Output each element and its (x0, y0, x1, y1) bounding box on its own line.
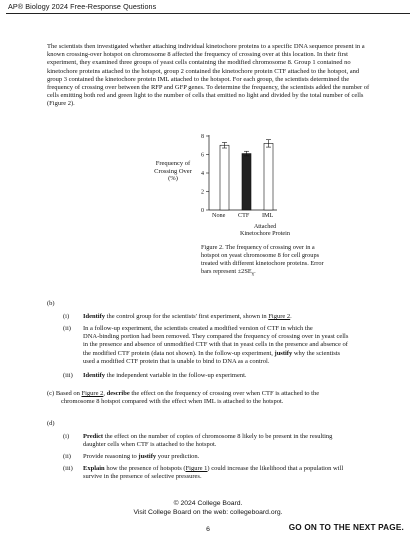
b-i-figure-link[interactable]: Figure 2 (268, 313, 291, 320)
x-tick-ctf: CTF (238, 212, 250, 219)
part-c (47, 390, 377, 406)
d-i-number: (i) (63, 433, 70, 440)
b-ii-line-4a: the modified CTF protein (data not shown). In the follow-up experiment, (83, 349, 275, 357)
x-label-line-2: Kinetochore Protein (239, 230, 290, 238)
d-iii-text-1: how the presence of hotspots ( (104, 465, 186, 472)
d-i-line-1: the effect on the number of copies of chromosome 8 likely to be present in the resulting (103, 433, 333, 440)
caption-end: . (254, 268, 256, 275)
d-iii-line-2: survive in the presence of selective pressures. (83, 473, 202, 481)
b-iii-text: the independent variable in the follow-up experiment. (105, 372, 247, 379)
part-b-label: (b) (47, 300, 55, 307)
y-label-line-1: Frequency of (155, 160, 191, 167)
d-i-bold: Predict (83, 433, 104, 440)
b-ii-bold: justify (274, 349, 293, 357)
page-number: 6 (206, 526, 210, 533)
header-divider (6, 13, 410, 14)
intro-paragraph: The scientists then investigated whether attaching individual kinetochore proteins to a specific DNA sequence present in a known crossing-over hotspot on chromosome 8 affected the frequency of crossing over at this location. In their first experiment, they examined three groups of yeast cells containing the modified chromosome 8. Group 1 contained no kinetochore proteins attached to the hotspot, group 2 contained the kinetochore protein CTF attached to the hotspot, and group 3 contained the kinetochore protein IML attached to the hotspot. For each group, the scientists determined the frequency of crossing over between the RFP and GFP genes. To determine the frequency, the scientists added the number of cells emitting both red and green light to the number of cells that emitted no light and divided by the total number of cells (Figure 2). (47, 43, 370, 108)
c-text-1: Based on (54, 390, 82, 397)
y-tick-label: 0 (201, 208, 204, 214)
c-text-2: , (103, 390, 107, 397)
d-ii-number: (ii) (63, 453, 71, 460)
part-c-label: (c) (47, 390, 55, 397)
d-iii-text-2: ) could increase the likelihood that a population will (207, 465, 344, 472)
c-bold: describe (106, 390, 130, 397)
y-tick-label: 6 (201, 152, 204, 159)
caption-subscript: x̄ (251, 272, 255, 278)
figure-2-caption (201, 244, 331, 279)
b-i-text: the control group for the scientists' first experiment, shown in (105, 313, 269, 320)
d-iii-bold: Explain (83, 465, 105, 472)
chart-x-axis-label (230, 223, 300, 238)
b-ii-line-4b: why the scientists (292, 349, 341, 357)
footer-copyright: © 2024 College Board. (173, 500, 243, 507)
caption-text: Figure 2. The frequency of crossing over in a hotspot on yeast chromosome 8 for cell groups treated with different kinetochore proteins. Error bars represent ±2SE (201, 244, 324, 275)
b-i-bold: Identify (83, 313, 106, 320)
y-tick-label: 8 (201, 134, 204, 140)
bar-iml (264, 143, 273, 210)
y-tick-label: 2 (201, 189, 204, 196)
b-ii-line-1: In a follow-up experiment, the scientists created a modified version of CTF in which the (83, 325, 313, 332)
d-ii-text-1: Provide reasoning to (83, 453, 139, 460)
x-tick-iml: IML (262, 212, 274, 219)
b-iii-bold: Identify (83, 372, 106, 379)
d-ii-text-2: your prediction. (156, 453, 200, 460)
bar-ctf (242, 154, 251, 210)
go-on-next-page: GO ON TO THE NEXT PAGE. (288, 523, 404, 532)
page-header-title: AP® Biology 2024 Free-Response Questions (8, 2, 157, 11)
d-iii-figure-link[interactable]: Figure 1 (185, 465, 208, 472)
part-d-label: (d) (47, 420, 55, 427)
c-text-3: the effect on the frequency of crossing over when CTF is attached to the (129, 390, 320, 397)
y-tick-label: 4 (201, 171, 204, 177)
y-label-line-2: Crossing Over (154, 167, 192, 175)
b-i-end: . (290, 313, 292, 320)
bar-none (220, 145, 229, 210)
x-label-line-1: Attached (253, 223, 277, 230)
b-ii-line-2: DNA-binding portion had been removed. They compared the frequency of crossing over in yeast cells (83, 333, 349, 341)
b-ii-line-5: used a modified CTF protein that is unable to bind to DNA as a control. (83, 357, 270, 365)
b-i-number: (i) (63, 313, 70, 320)
c-line-2: chromosome 8 hotspot compared with the effect when IML is attached to the hotspot. (61, 398, 284, 406)
y-label-line-3: (%) (168, 175, 178, 183)
footer-visit: Visit College Board on the web: collegeboard.org. (133, 509, 283, 516)
d-ii-bold: justify (138, 453, 157, 460)
d-iii-number: (iii) (63, 465, 73, 472)
b-iii-number: (iii) (63, 372, 73, 379)
b-ii-line-3: in the presence and absence of unmodified CTF with that in yeast cells in the presence and absence of (83, 341, 348, 349)
x-tick-none: None (212, 212, 226, 219)
d-i-line-2: daughter cells when CTF is attached to the hotspot. (83, 441, 217, 449)
c-figure-link[interactable]: Figure 2 (81, 390, 104, 397)
b-ii-number: (ii) (63, 325, 71, 332)
